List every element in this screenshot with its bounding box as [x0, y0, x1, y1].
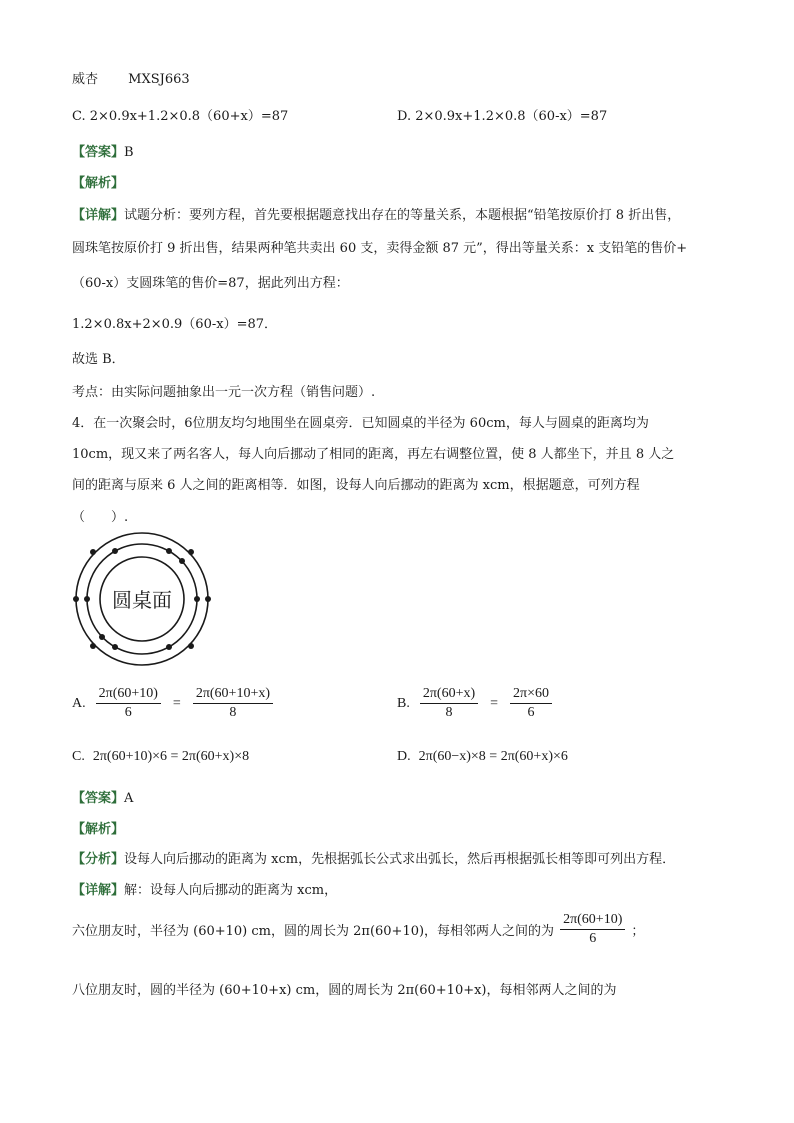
option-d-label: D. [397, 749, 411, 764]
q4-line-2: 10cm，现又来了两名客人，每人向后挪动了相同的距离，再左右调整位置，使 8 人都坐下，并且 8 人之 [72, 447, 675, 462]
round-table-figure [60, 530, 230, 680]
detail-text: 试题分析：要列方程，首先要根据题意找出存在的等量关系，本题根据“铅笔按原价打 8 折出售， [124, 208, 681, 223]
q4-eight-friends: 八位朋友时，圆的半径为 (60+10+x) cm，圆的周长为 2π(60+10+x)，每相邻两人之间的为 [72, 983, 617, 998]
option-b-frac-1 [420, 686, 478, 721]
q4-six-friends [72, 912, 644, 947]
q3-option-d: D. 2×0.9x+1.2×0.8（60-x）=87 [397, 109, 608, 124]
q3-option-c: C. 2×0.9x+1.2×0.8（60+x）=87 [72, 109, 289, 124]
q4-analysis-tag: 【解析】 [72, 822, 125, 837]
option-d-expr: 2π(60−x)×8 = 2π(60+x)×6 [418, 749, 568, 764]
header-name: 威杏 [72, 72, 99, 87]
answer-tag: 【答案】 [72, 145, 125, 160]
frac-denominator: 6 [124, 705, 132, 720]
frac-numerator: 2π(60+10) [560, 912, 625, 930]
q4-answer [72, 787, 133, 806]
answer-tag: 【答案】 [72, 791, 125, 806]
q3-equation: 1.2×0.8x+2×0.9（60-x）=87． [72, 317, 278, 332]
q4-option-b [397, 686, 554, 721]
q3-detail-line-2: 圆珠笔按原价打 9 折出售，结果两种笔共卖出 60 支，卖得金额 87 元”，得出等量关系：x 支铅笔的售价+ [72, 241, 688, 256]
equals-sign: = [490, 695, 499, 711]
detail-text: 解：设每人向后挪动的距离为 xcm， [124, 883, 338, 898]
q3-choose: 故选 B． [72, 352, 125, 367]
q4-line-1: 4．在一次聚会时，6位朋友均匀地围坐在圆桌旁．已知圆桌的半径为 60cm，每人与圆桌的距离均为 [72, 416, 649, 431]
frac-denominator: 6 [527, 705, 535, 720]
q3-answer [72, 141, 134, 160]
option-c-label: C. [72, 749, 85, 764]
option-b-frac-2 [510, 686, 552, 721]
q4-fenxi [72, 848, 675, 867]
answer-value: B [124, 145, 134, 160]
equals-sign: = [172, 695, 181, 711]
frac-numerator: 2π(60+10) [96, 686, 161, 704]
header [72, 68, 190, 87]
q4-option-d [397, 749, 568, 765]
q3-detail-line-1 [72, 204, 680, 223]
q4-detail-line-1 [72, 879, 337, 898]
six-friends-end: ； [631, 924, 645, 939]
q3-kaodian: 考点：由实际问题抽象出一元一次方程（销售问题）. [72, 385, 376, 400]
q4-line-4: （ ）. [72, 510, 129, 525]
frac-denominator: 8 [229, 705, 237, 720]
q4-option-a [72, 686, 275, 721]
six-friends-text: 六位朋友时，半径为 (60+10) cm，圆的周长为 2π(60+10)，每相邻两人之间的为 [72, 924, 555, 939]
frac-numerator: 2π(60+x) [420, 686, 478, 704]
option-c-expr: 2π(60+10)×6 = 2π(60+x)×8 [92, 749, 250, 764]
six-friends-frac [560, 912, 625, 947]
detail-tag: 【详解】 [72, 883, 125, 898]
detail-tag: 【详解】 [72, 208, 125, 223]
option-b-label: B. [397, 695, 410, 711]
q3-analysis-tag: 【解析】 [72, 176, 125, 191]
q4-option-c [72, 749, 249, 765]
q3-detail-line-3: （60-x）支圆珠笔的售价=87，据此列出方程： [72, 276, 349, 291]
frac-numerator: 2π(60+10+x) [193, 686, 273, 704]
q4-line-3: 间的距离与原来 6 人之间的距离相等．如图，设每人向后挪动的距离为 xcm，根据题意，可列方程 [72, 478, 640, 493]
option-a-label: A. [72, 695, 86, 711]
option-a-frac-1 [96, 686, 161, 721]
header-code: MXSJ663 [128, 72, 190, 87]
option-a-frac-2 [193, 686, 273, 721]
fenxi-text: 设每人向后挪动的距离为 xcm，先根据弧长公式求出弧长，然后再根据弧长相等即可列出方程． [124, 852, 676, 867]
frac-denominator: 8 [445, 705, 453, 720]
figure-label: 圆桌面 [112, 588, 172, 612]
frac-numerator: 2π×60 [510, 686, 552, 704]
fenxi-tag: 【分析】 [72, 852, 125, 867]
answer-value: A [124, 791, 134, 806]
frac-denominator: 6 [589, 931, 597, 946]
